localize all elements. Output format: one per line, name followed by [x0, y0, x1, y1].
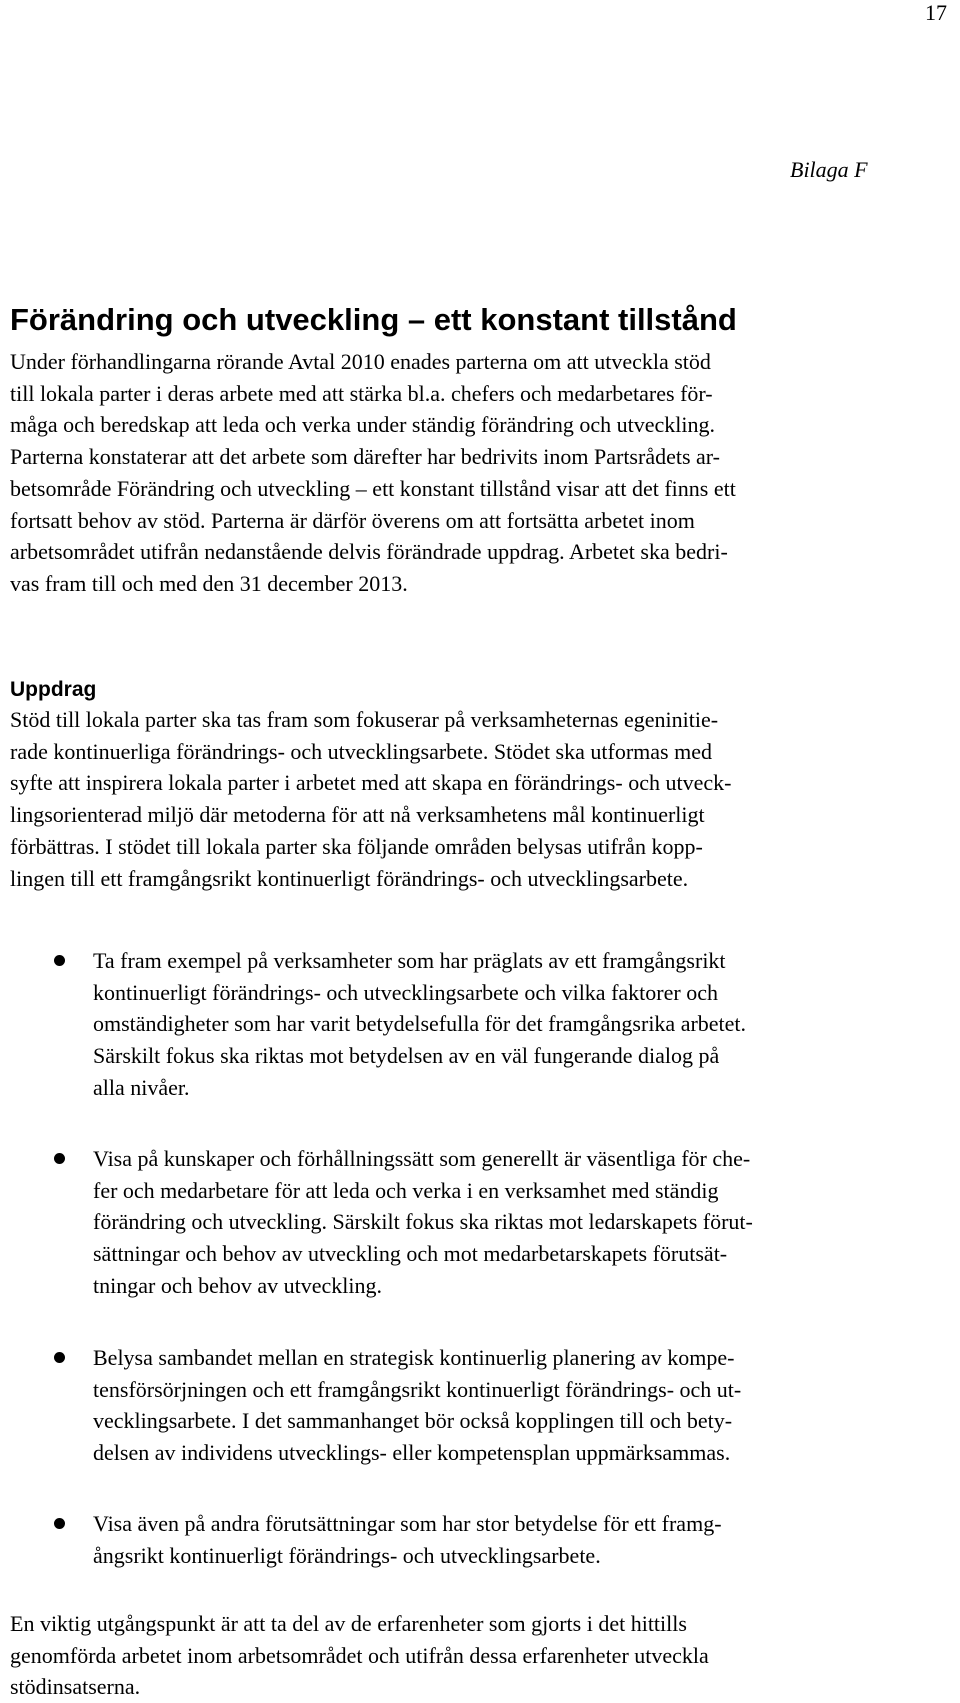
text-line: Under förhandlingarna rörande Avtal 2010 enades parterna om att utveckla stöd	[10, 349, 711, 374]
text-line: Belysa sambandet mellan en strategisk kontinuerlig planering av kompe-	[93, 1345, 735, 1370]
page-title: Förändring och utveckling – ett konstant tillstånd	[10, 302, 737, 337]
text-line: betsområde Förändring och utveckling – ett konstant tillstånd visar att det finns ett	[10, 475, 736, 501]
text-line: tningar och behov av utveckling.	[93, 1272, 382, 1298]
text-line: fortsatt behov av stöd. Parterna är därför överens om att fortsätta arbetet inom	[10, 507, 695, 533]
uppdrag-paragraph	[10, 704, 950, 894]
text-line: fer och medarbetare för att leda och verka i en verksamhet med ständig	[93, 1177, 719, 1203]
text-line: syfte att inspirera lokala parter i arbetet med att skapa en förändrings- och utveck-	[10, 770, 732, 796]
text-line: sättningar och behov av utveckling och mot medarbetarskapets förutsät-	[93, 1241, 728, 1267]
text-line: ångsrikt kontinuerligt förändrings- och utvecklingsarbete.	[93, 1542, 601, 1568]
text-line: arbetsområdet utifrån nedanstående delvis förändrade uppdrag. Arbetet ska bedri-	[10, 539, 728, 565]
text-line: Visa på kunskaper och förhållningssätt som generellt är väsentliga för che-	[93, 1146, 751, 1171]
text-line: vecklingsarbete. I det sammanhanget bör också kopplingen till och bety-	[93, 1408, 733, 1434]
text-line: kontinuerligt förändrings- och utvecklingsarbete och vilka faktorer och	[93, 979, 718, 1005]
bullet-icon	[54, 955, 65, 966]
bullet-icon	[54, 1518, 65, 1529]
list-item-text	[93, 1143, 753, 1302]
text-line: Ta fram exempel på verksamheter som har präglats av ett framgångsrikt	[93, 948, 726, 973]
text-line: delsen av individens utvecklings- eller kompetensplan uppmärksammas.	[93, 1440, 731, 1466]
text-line: tensförsörjningen och ett framgångsrikt kontinuerligt förändrings- och ut-	[93, 1376, 742, 1402]
bullet-icon	[54, 1153, 65, 1164]
text-line: Stöd till lokala parter ska tas fram som fokuserar på verksamheternas egeninitie-	[10, 707, 719, 732]
text-line: omständigheter som har varit betydelsefulla för det framgångsrika arbetet.	[93, 1011, 747, 1037]
section-heading: Uppdrag	[10, 678, 97, 701]
text-line: Parterna konstaterar att det arbete som därefter har bedrivits inom Partsrådets ar-	[10, 444, 720, 470]
text-line: förbättras. I stödet till lokala parter ska följande områden belysas utifrån kopp-	[10, 833, 703, 859]
text-line: stödinsatserna.	[10, 1674, 141, 1700]
text-line: till lokala parter i deras arbete med att stärka bl.a. chefers och medarbetares för-	[10, 380, 713, 406]
text-line: vas fram till och med den 31 december 2013.	[10, 570, 408, 596]
text-line: måga och beredskap att leda och verka under ständig förändring och utveckling.	[10, 412, 715, 438]
appendix-label: Bilaga F	[790, 157, 868, 182]
list-item-text	[93, 945, 746, 1104]
text-line: Särskilt fokus ska riktas mot betydelsen av en väl fungerande dialog på	[93, 1043, 720, 1069]
text-line: alla nivåer.	[93, 1074, 190, 1100]
page-number: 17	[925, 0, 947, 25]
text-line: lingsorienterad miljö där metoderna för att nå verksamhetens mål kontinuerligt	[10, 802, 705, 828]
text-line: förändring och utveckling. Särskilt fokus ska riktas mot ledarskapets förut-	[93, 1209, 753, 1235]
text-line: Visa även på andra förutsättningar som har stor betydelse för ett framg-	[93, 1511, 722, 1536]
list-item-text	[93, 1508, 722, 1571]
intro-paragraph	[10, 346, 950, 600]
text-line: rade kontinuerliga förändrings- och utvecklingsarbete. Stödet ska utformas med	[10, 738, 712, 764]
closing-paragraph	[10, 1608, 950, 1703]
text-line: genomförda arbetet inom arbetsområdet och utifrån dessa erfarenheter utveckla	[10, 1642, 709, 1668]
list-item-text	[93, 1342, 741, 1469]
bullet-icon	[54, 1352, 65, 1363]
text-line: En viktig utgångspunkt är att ta del av de erfarenheter som gjorts i det hittills	[10, 1611, 687, 1636]
text-line: lingen till ett framgångsrikt kontinuerligt förändrings- och utvecklingsarbete.	[10, 865, 689, 891]
